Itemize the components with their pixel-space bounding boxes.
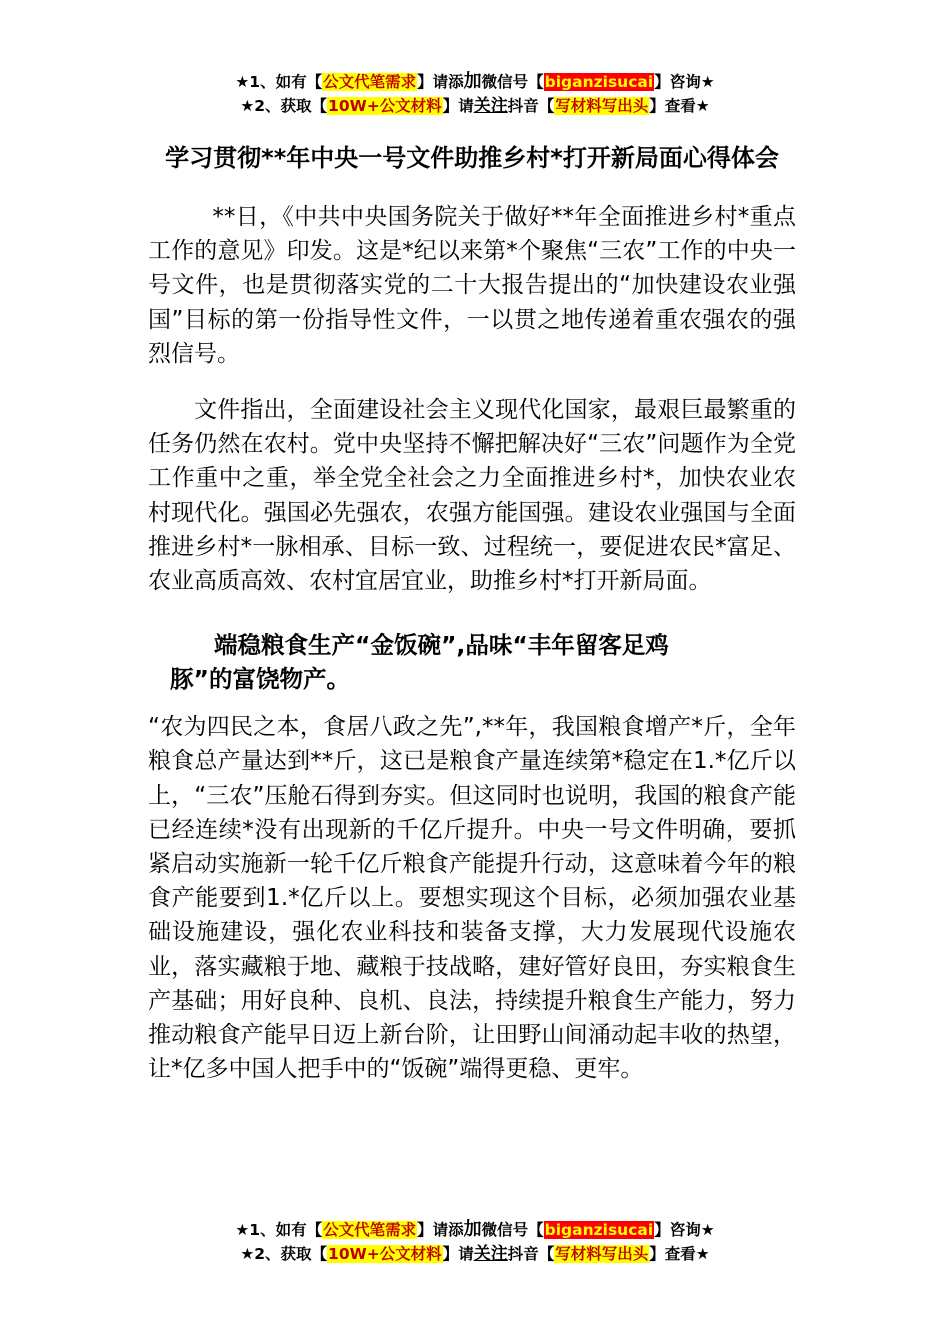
promo-text: ★2、获取【 <box>240 97 328 115</box>
promo-text: 关注 <box>473 96 508 116</box>
promo-highlight: 公文代笔需求 <box>323 73 417 91</box>
promo-text: 微信号【 <box>481 1221 544 1239</box>
promo-text: 】查看★ <box>649 97 710 115</box>
promo-text: 抖音【 <box>507 97 555 115</box>
promo-text: 抖音【 <box>507 1245 555 1263</box>
promo-text: 加 <box>463 1219 482 1240</box>
promo-line-1 <box>0 70 950 94</box>
paragraph-1: **日，《中共中央国务院关于做好**年全面推进乡村*重点工作的意见》印发。这是*纪以来第*个聚焦“三农”工作的中央一号文件，也是贯彻落实党的二十大报告提出的“加快建设农业强国”目标的第一份指导性文件，一以贯之地传递着重农强农的强烈信号。 <box>148 204 796 367</box>
promo-text: 】查看★ <box>649 1245 710 1263</box>
promo-text: 】请 <box>442 1245 474 1263</box>
promo-highlight-wechat: biganzisucai <box>544 1221 654 1239</box>
section-heading-line-2: 豚”的富饶物产。 <box>170 665 350 694</box>
promo-text: 】请添 <box>417 1221 464 1239</box>
document-body <box>148 140 796 1086</box>
promo-highlight-wechat: biganzisucai <box>544 73 654 91</box>
promo-line-2 <box>0 1242 950 1266</box>
promo-text: 微信号【 <box>481 73 544 91</box>
promo-highlight: 10W+公文材料 <box>328 1245 442 1263</box>
section-heading <box>148 628 796 696</box>
promo-line-1 <box>0 1218 950 1242</box>
promo-text: 】请添 <box>417 73 464 91</box>
promo-text: 】咨询★ <box>654 73 715 91</box>
promo-text: 】咨询★ <box>654 1221 715 1239</box>
promo-highlight-douyin: 写材料写出头 <box>555 97 649 115</box>
promo-line-2 <box>0 94 950 118</box>
paragraph-3: “农为四民之本，食居八政之先”,**年，我国粮食增产*斤，全年粮食总产量达到**斤，这已是粮食产量连续第*稳定在1.*亿斤以上，“三农”压舱石得到夯实。但这同时也说明，我国的粮食产能已经连续*没有出现新的千亿斤提升。中央一号文件明确，要抓紧启动实施新一轮千亿斤粮食产能提升行动，这意味着今年的粮食产能要到1.*亿斤以上。要想实现这个目标，必须加强农业基础设施建设，强化农业科技和装备支撑，大力发展现代设施农业，落实藏粮于地、藏粮于技战略，建好管好良田，夯实粮食生产基础；用好良种、良机、良法，持续提升粮食生产能力，努力推动粮食产能早日迈上新台阶，让田野山间涌动起丰收的热望，让*亿多中国人把手中的“饭碗”端得更稳、更牢。 <box>148 714 796 1083</box>
promo-text: 加 <box>463 71 482 92</box>
promo-banner-top <box>0 70 950 118</box>
promo-highlight: 公文代笔需求 <box>323 1221 417 1239</box>
document-title: 学习贯彻**年中央一号文件助推乡村*打开新局面心得体会 <box>165 144 779 172</box>
promo-text: 关注 <box>473 1244 508 1264</box>
promo-highlight-douyin: 写材料写出头 <box>555 1245 649 1263</box>
promo-highlight: 10W+公文材料 <box>328 97 442 115</box>
paragraph-2: 文件指出，全面建设社会主义现代化国家，最艰巨最繁重的任务仍然在农村。党中央坚持不懈把解决好“三农”问题作为全党工作重中之重，举全党全社会之力全面推进乡村*，加快农业农村现代化。强国必先强农，农强方能国强。建设农业强国与全面推进乡村*一脉相承、目标一致、过程统一，要促进农民*富足、农业高质高效、农村宜居宜业，助推乡村*打开新局面。 <box>148 397 796 595</box>
promo-banner-bottom <box>0 1218 950 1266</box>
promo-text: ★1、如有【 <box>235 73 323 91</box>
promo-text: ★1、如有【 <box>235 1221 323 1239</box>
section-heading-line-1: 端稳粮食生产“金饭碗”,品味“丰年留客足鸡 <box>214 631 669 660</box>
promo-text: 】请 <box>442 97 474 115</box>
promo-text: ★2、获取【 <box>240 1245 328 1263</box>
